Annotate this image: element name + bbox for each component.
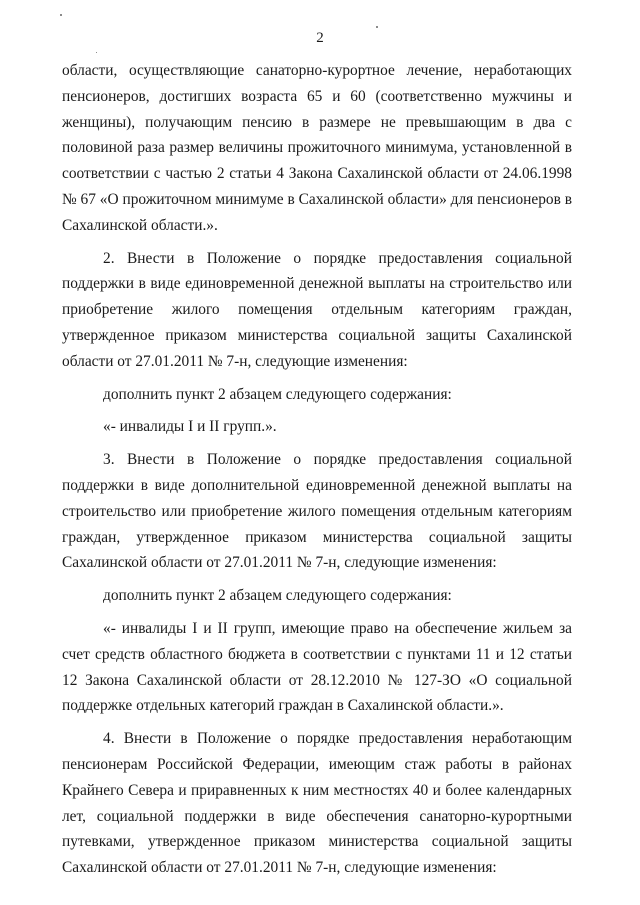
scan-speck [376,26,378,28]
paragraph-item-3: 3. Внести в Положение о порядке предоставления социальной поддержки в виде дополнительной единовременной денежной выплаты на строительство или приобретение жилого помещения отдельным категориям граждан, утвержденное приказом министерства социальной защиты Сахалинской области от 27.01.2011 № 7-н, следующие изменения: [62,451,572,572]
paragraph-amendment-instruction: дополнить пункт 2 абзацем следующего содержания: [103,587,452,605]
paragraph-amendment-instruction: дополнить пункт 2 абзацем следующего содержания: [103,385,452,403]
page-number: 2 [316,30,324,46]
paragraph-amendment-text: «- инвалиды I и II групп.». [103,418,277,436]
paragraph-item-4: 4. Внести в Положение о порядке предоставления неработающим пенсионерам Российской Федерации, имеющим стаж работы в районах Крайнего Севера и приравненных к ним местностях 40 и более календарных лет, социальной поддержки в виде обеспечения санаторно-курортными путевками, утвержденное приказом министерства социальной защиты Сахалинской области от 27.01.2011 № 7-н, следующие изменения: [62,730,572,877]
paragraph-item-2: 2. Внести в Положение о порядке предоставления социальной поддержки в виде единовременной денежной выплаты на строительство или приобретение жилого помещения отдельным категориям граждан, утвержденное приказом министерства социальной защиты Сахалинской области от 27.01.2011 № 7-н, следующие изменения: [62,249,572,370]
scan-speck [60,14,62,16]
scan-speck [96,52,97,53]
paragraph-amendment-text: «- инвалиды I и II групп, имеющие право на обеспечение жильем за счет средств областного бюджета в соответствии с пунктами 11 и 12 статьи 12 Закона Сахалинской области от 28.12.2010 № 127-ЗО «О социальной поддержке отдельных категорий граждан в Сахалинской области.». [62,619,572,715]
document-body [62,58,572,881]
paragraph-continuation: области, осуществляющие санаторно-курортное лечение, неработающих пенсионеров, достигших возраста 65 и 60 (соответственно мужчины и женщины), получающим пенсию в размере не превышающим в два с половиной раза размер величины прожиточного минимума, установленной в соответствии с частью 2 статьи 4 Закона Сахалинской области от 24.06.1998 № 67 «О прожиточном минимуме в Сахалинской области» для пенсионеров в Сахалинской области.». [62,62,572,234]
